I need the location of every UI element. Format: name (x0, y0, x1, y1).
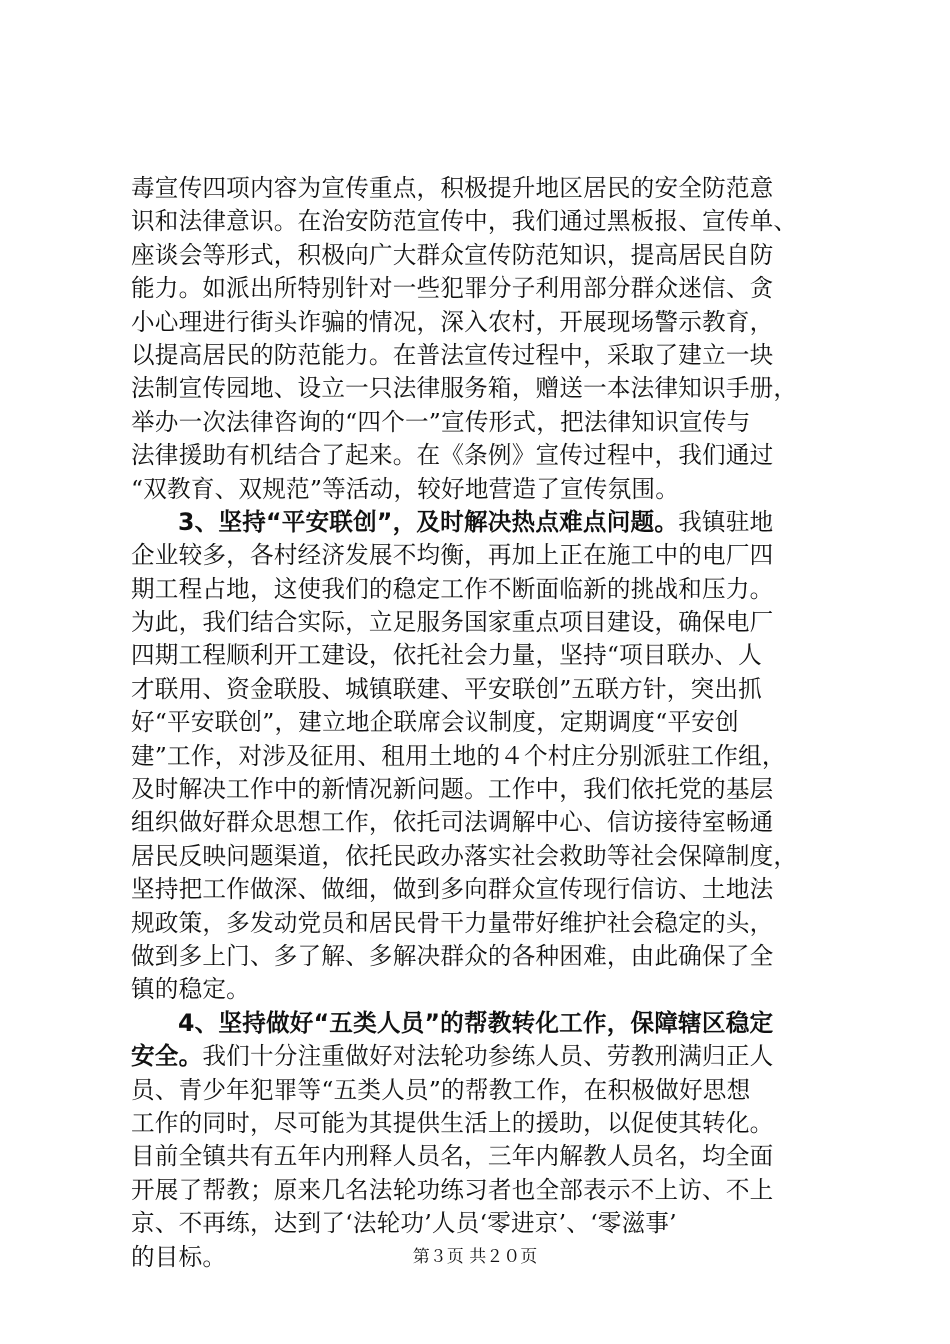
section-heading-cont: 安全。 (131, 1042, 203, 1071)
document-body (131, 172, 843, 1274)
text-line: 毒宣传四项内容为宣传重点，积极提升地区居民的安全防范意 (131, 174, 774, 202)
text-line: 目前全镇共有五年内刑释人员名，三年内解教人员名，均全面 (131, 1142, 774, 1171)
text-line: 法律援助有机结合了起来。在《条例》宣传过程中，我们通过 (131, 441, 774, 470)
text-line: 为此，我们结合实际，立足服务国家重点项目建设，确保电厂 (131, 608, 774, 637)
text-line: 京、不再练，达到了‘法轮功’人员‘零进京’、‘零滋事’ (131, 1209, 677, 1238)
text-line: 能力。如派出所特别针对一些犯罪分子利用部分群众迷信、贪 (131, 274, 774, 303)
paragraph-3 (131, 1007, 843, 1274)
text-run: 我镇驻地 (678, 507, 774, 536)
text-line: 才联用、资金联股、城镇联建、平安联创”五联方针，突出抓 (131, 674, 762, 703)
text-line: 员、青少年犯罪等“五类人员”的帮教工作，在积极做好思想 (131, 1075, 751, 1104)
text-line: 建”工作，对涉及征用、租用土地的４个村庄分别派驻工作组， (131, 741, 786, 770)
text-line: 好“平安联创”，建立地企联席会议制度，定期调度“平安创 (131, 708, 739, 737)
text-run: 我们十分注重做好对法轮功参练人员、劳教刑满归正人 (202, 1042, 774, 1071)
text-line: 企业较多，各村经济发展不均衡，再加上正在施工中的电厂四 (131, 541, 774, 570)
text-line: 举办一次法律咨询的“四个一”宣传形式，把法律知识宣传与 (131, 407, 751, 436)
text-line: 规政策，多发动党员和居民骨干力量带好维护社会稳定的头， (131, 908, 774, 937)
text-line: 识和法律意识。在治安防范宣传中，我们通过黑板报、宣传单、 (131, 207, 798, 236)
section-heading: 4、坚持做好“五类人员”的帮教转化工作，保障辖区稳定 (178, 1008, 774, 1037)
text-line: 四期工程顺利开工建设，依托社会力量，坚持“项目联办、人 (131, 641, 762, 670)
text-line: 镇的稳定。 (131, 975, 250, 1004)
text-line: 以提高居民的防范能力。在普法宣传过程中，采取了建立一块 (131, 340, 774, 369)
paragraph-1 (131, 172, 843, 506)
text-line: 座谈会等形式，积极向广大群众宣传防范知识，提高居民自防 (131, 240, 774, 269)
text-line (131, 1040, 843, 1073)
text-line: 居民反映问题渠道，依托民政办落实社会救助等社会保障制度， (131, 841, 798, 870)
paragraph-2 (131, 506, 843, 1007)
text-line: 小心理进行街头诈骗的情况，深入农村，开展现场警示教育， (131, 307, 774, 336)
text-line: “双教育、双规范”等活动，较好地营造了宣传氛围。 (131, 474, 679, 503)
text-line (131, 1007, 843, 1040)
text-line: 工作的同时，尽可能为其提供生活上的援助，以促使其转化。 (131, 1108, 774, 1137)
text-line: 开展了帮教；原来几名法轮功练习者也全部表示不上访、不上 (131, 1175, 774, 1204)
text-line: 及时解决工作中的新情况新问题。工作中，我们依托党的基层 (131, 775, 774, 804)
text-line (131, 506, 843, 539)
section-heading: 3、坚持“平安联创”，及时解决热点难点问题。 (178, 507, 679, 536)
text-line: 的目标。 (131, 1242, 227, 1271)
text-line: 法制宣传园地、设立一只法律服务箱，赠送一本法律知识手册， (131, 374, 798, 403)
page-footer: 第３页 共２０页 (412, 1247, 538, 1267)
text-line: 坚持把工作做深、做细，做到多向群众宣传现行信访、土地法 (131, 875, 774, 904)
text-line: 做到多上门、多了解、多解决群众的各种困难，由此确保了全 (131, 941, 774, 970)
text-line: 期工程占地，这使我们的稳定工作不断面临新的挑战和压力。 (131, 574, 774, 603)
text-line: 组织做好群众思想工作，依托司法调解中心、信访接待室畅通 (131, 808, 774, 837)
